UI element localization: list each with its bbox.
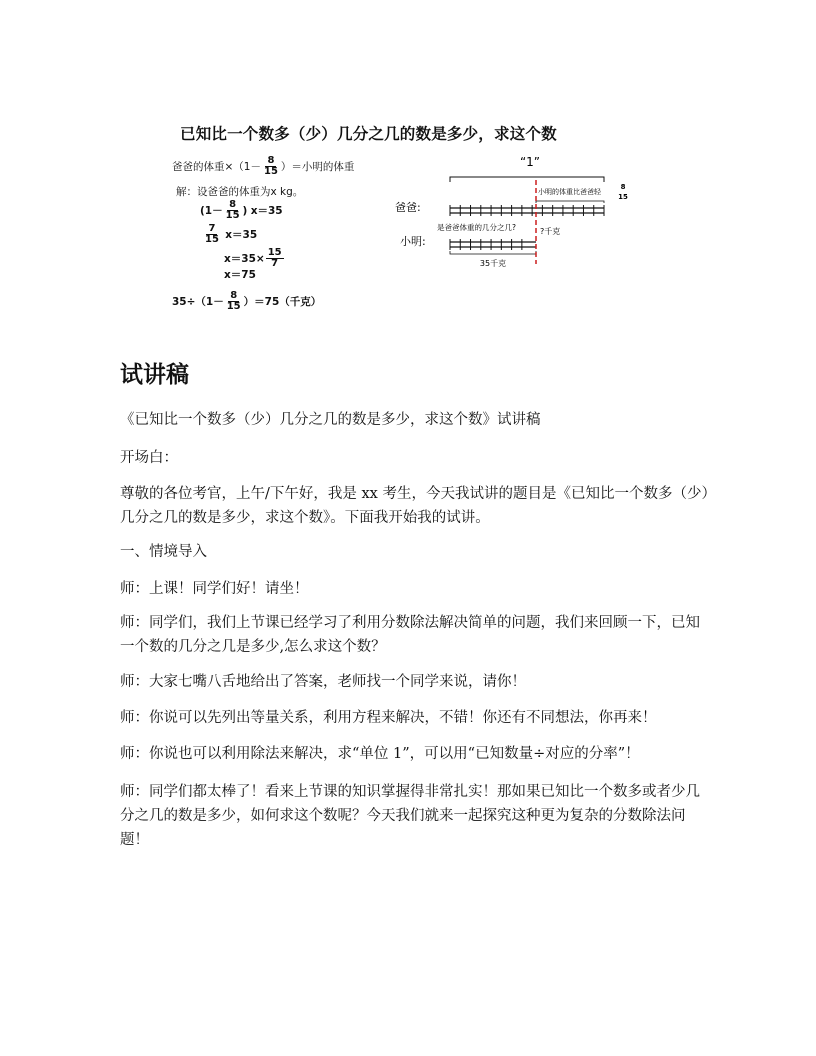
- equation-relation: [172, 156, 354, 177]
- line-segment-diagram: [395, 150, 628, 270]
- fraction-15-7: $\frac{15}{7}$: [267, 247, 282, 269]
- paragraph-heading-intro: 一、情境导入: [120, 544, 207, 560]
- paragraph-title: 《已知比一个数多（少）几分之几的数是多少，求这个数》试讲稿: [120, 412, 541, 428]
- top-note-frac-den: 15: [618, 193, 628, 201]
- math-solution: [172, 150, 372, 325]
- fraction-8-15: $\frac{8}{15}$: [226, 290, 241, 312]
- paragraph-teacher-5: 师：你说也可以利用除法来解决，求“单位 1”，可以用“已知数量÷对应的分率”！: [120, 746, 640, 762]
- equation-step-3: x＝35× $\frac{15}{7}$: [224, 247, 282, 269]
- fraction-8-15: $\frac{8}{15}$: [225, 199, 240, 221]
- paragraph-opening: 开场白：: [120, 450, 178, 466]
- dad-label: 爸爸:: [395, 201, 421, 214]
- unknown-weight: ?千克: [540, 227, 561, 236]
- top-note-frac-num: 8: [620, 183, 626, 191]
- solution-setup: 解：设爸爸的体重为x kg。: [176, 186, 304, 198]
- unit-one-label: “1”: [519, 155, 541, 169]
- equation-step-1: (1－ $\frac{8}{15}$ ) x＝35: [200, 199, 283, 221]
- fraction-7-15: $\frac{7}{15}$: [205, 223, 219, 245]
- unit-brace: [450, 177, 604, 182]
- son-bar: [450, 239, 536, 250]
- fraction-8-15: $\frac{8}{15}$: [263, 155, 278, 177]
- paragraph-teacher-3: 师：大家七嘴八舌地给出了答案，老师找一个同学来说，请你！: [120, 674, 526, 690]
- relation-left: 爸爸的体重×（1－: [172, 161, 261, 173]
- figure-title: 已知比一个数多（少）几分之几的数是多少，求这个数: [180, 125, 557, 143]
- relation-right: ）＝小明的体重: [280, 161, 355, 173]
- known-weight: 35千克: [479, 259, 507, 268]
- paragraph-teacher-2: 师：同学们，我们上节课已经学习了利用分数除法解决简单的问题，我们来回顾一下，已知一个数的几分之几是多少,怎么求这个数？: [120, 615, 700, 655]
- final-equation: 35÷（1－ $\frac{8}{15}$ ）＝75（千克）: [172, 290, 322, 312]
- top-note: 小明的体重比爸爸轻: [538, 188, 601, 196]
- equation-step-2: $\frac{7}{15}$ x＝35: [205, 223, 258, 245]
- paragraph-teacher-6: 师：同学们都太棒了！看来上节课的知识掌握得非常扎实！那如果已知比一个数多或者少几分之几的数是多少，如何求这个数呢？今天我们就来一起探究这种更为复杂的分数除法问题！: [120, 784, 700, 848]
- section-title: 试讲稿: [120, 362, 189, 388]
- paragraph-greeting: 尊敬的各位考官，上午/下午好，我是 xx 考生，今天我试讲的题目是《已知比一个数多（少）几分之几的数是多少，求这个数》。下面我开始我的试讲。: [120, 486, 709, 526]
- paragraph-teacher-4: 师：你说可以先列出等量关系，利用方程来解决，不错！你还有不同想法，你再来！: [120, 710, 657, 726]
- paragraph-teacher-1: 师：上课！同学们好！请坐！: [120, 581, 309, 597]
- question-note: 是爸爸体重的几分之几?: [437, 223, 516, 232]
- son-label: 小明:: [400, 235, 426, 248]
- equation-step-4: x＝75: [224, 269, 256, 281]
- dad-bar: [450, 205, 604, 216]
- difference-brace: [536, 201, 604, 203]
- known-brace: [450, 251, 536, 254]
